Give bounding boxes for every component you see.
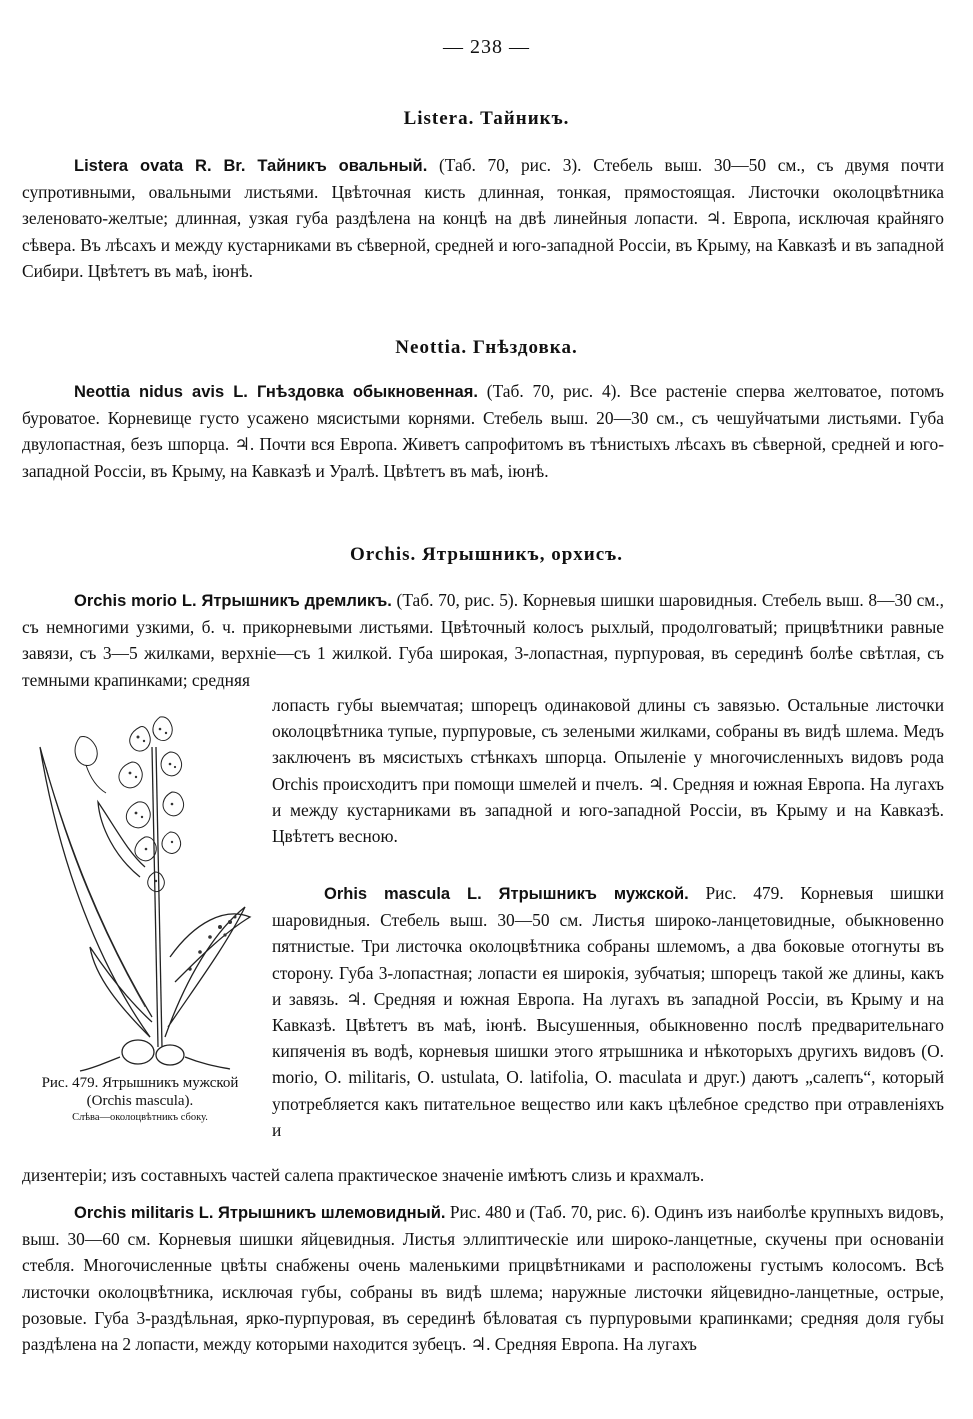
section-heading-listera: Listera. Тайникъ. [403,108,570,129]
paragraph-orchis-morio-continued: лопасть губы выемчатая; шпорецъ одинаковой длины съ завязью. Остальные листочки околоцвѣтника тупые, пурпуровые, съ зелеными жилками, собраны въ видѣ шлема. Медъ заключенъ въ мясистыхъ стѣнкахъ шпорца. Опыленiе у многочисленныхъ видовъ рода Orchis происходитъ при помощи шмелей и пчелъ. ♃. Средняя и южная Европа. На лугахъ и между кустарниками въ западной и юго-западной Россiи, въ Крыму и на Кавказѣ. Цвѣтетъ весною. [272,695,944,847]
species-name: Neottia nidus avis L. Гнѣздовка обыкновенная. [74,383,478,401]
figure-caption [20,1074,260,1110]
orchid-illustration [20,707,260,1072]
species-name: Orchis militaris L. Ятрышникъ шлемовидный. [74,1204,446,1222]
paragraph-orchis-militaris [22,1199,944,1357]
paragraph-text: (Таб. 70, рис. 4). Все растенiе сперва желтоватое, потомъ буроватое. Корневище густо усажено мясистыми корнями. Стебель выш. 20—30 см., съ чешуйчатыми листьями. Губа двулопастная, безъ шпорца. ♃. Почти вся Европа. Живетъ сапрофитомъ въ тѣнистыхъ лѣсахъ въ сѣверной, средней и юго-западной Россiи, въ Крыму, на Кавказѣ и Уралѣ. Цвѣтетъ въ маѣ, iюнѣ. [22,381,944,481]
figure-caption-line-2: (Orchis mascula). [86,1093,194,1109]
species-name: Listera ovata R. Br. Тайникъ овальный. [74,157,428,175]
paragraph-text: (Таб. 70, рис. 3). Стебель выш. 30—50 см., съ двумя почти супротивными, овальными листьями. Цвѣточная кисть длинная, тонкая, прямостоящая. Листочки околоцвѣтника зеленовато-желтые; длинная, узкая губа раздѣлена на концѣ на двѣ линейныя лопасти. ♃. Европа, исключая крайняго сѣвера. Въ лѣсахъ и между кустарниками въ сѣверной, средней и юго-западной Россiи, въ Крыму, на Кавказѣ и въ западной Сибири. Цвѣтетъ въ маѣ, iюнѣ. [22,155,944,281]
section-heading-neottia: Neottia. Гнѣздовка. [395,337,578,358]
page-number: — 238 — [443,36,530,58]
figure-caption-line-1: Рис. 479. Ятрышникъ мужской [41,1075,239,1091]
paragraph-listera-ovata [22,152,944,284]
paragraph-neottia-nidus-avis [22,378,944,484]
paragraph-text: (Таб. 70, рис. 5). Корневыя шишки шаровидныя. Стебель выш. 8—30 см., съ немногими узкими, б. ч. прикорневыми листьями. Цвѣточный колосъ рыхлый, продолговатый; прицвѣтники равные завязи, съ 3—5 жилками, верхнiе—съ 1 жилкой. Губа широкая, 3-лопастная, пурпуровая, въ серединѣ болѣе свѣтлая, съ темными крапинками; средняя [22,590,944,690]
paragraph-orchis-morio [22,587,944,693]
figure-caption-note: Слѣва—околоцвѣтникъ сбоку. [72,1112,208,1123]
paragraph-text: Рис. 479. Корневыя шишки шаровидныя. Стебель выш. 30—50 см. Листья широко-ланцетовидные, обыкновенно пятнистые. Три листочка околоцвѣтника собраны шлемомъ, а два боковые отогнуты въ сторону. Губа 3-лопастная; лопасти ея широкiя, зубчатыя; шпорецъ такой же длины, какъ и завязь. ♃. Средняя и южная Европа. На лугахъ въ западной Россiи, въ Крыму и на Кавказѣ. Цвѣтетъ въ маѣ, iюнѣ. Высушенныя, обыкновенно послѣ предварительнаго кипяченiя въ водѣ, корневыя шишки этого ятрышника и нѣкоторыхъ другихъ видовъ (O. morio, O. militaris, O. ustulata, O. latifolia, O. maculata и друг.) даютъ „салепъ“, который употребляется какъ питательное вещество или какъ цѣлебное средство при отравленiяхъ и [272,883,944,1140]
species-name: Orhis mascula L. Ятрышникъ мужской. [324,885,689,903]
figure-orchis-mascula [20,707,260,1127]
paragraph-orchis-mascula [272,880,944,1143]
paragraph-orchis-mascula-tail: дизентерiи; изъ составныхъ частей салепа практическое значенiе имѣютъ слизь и крахмалъ. [22,1165,705,1185]
paragraph-text: Рис. 480 и (Таб. 70, рис. 6). Одинъ изъ наиболѣе крупныхъ видовъ, выш. 30—60 см. Корневыя шишки яйцевидныя. Листья эллиптическiе или широко-ланцетные, скучены при основанiи стебля. Многочисленные цвѣты снабжены очень маленькими прицвѣтниками и расположены густымъ колосомъ. Всѣ листочки околоцвѣтника, исключая губы, собраны въ видѣ шлема; наружные листочки яйцевидно-ланцетные, острые, розовые. Губа 3-раздѣльная, ярко-пурпуровая, въ серединѣ бѣловатая съ пурпуровыми крапинками; средняя доля губы раздѣлена на 2 лопасти, между которыми находится зубецъ. ♃. Средняя Европа. На лугахъ [22,1202,944,1355]
species-name: Orchis morio L. Ятрышникъ дремликъ. [74,592,392,610]
section-heading-orchis: Orchis. Ятрышникъ, орхисъ. [350,544,623,565]
